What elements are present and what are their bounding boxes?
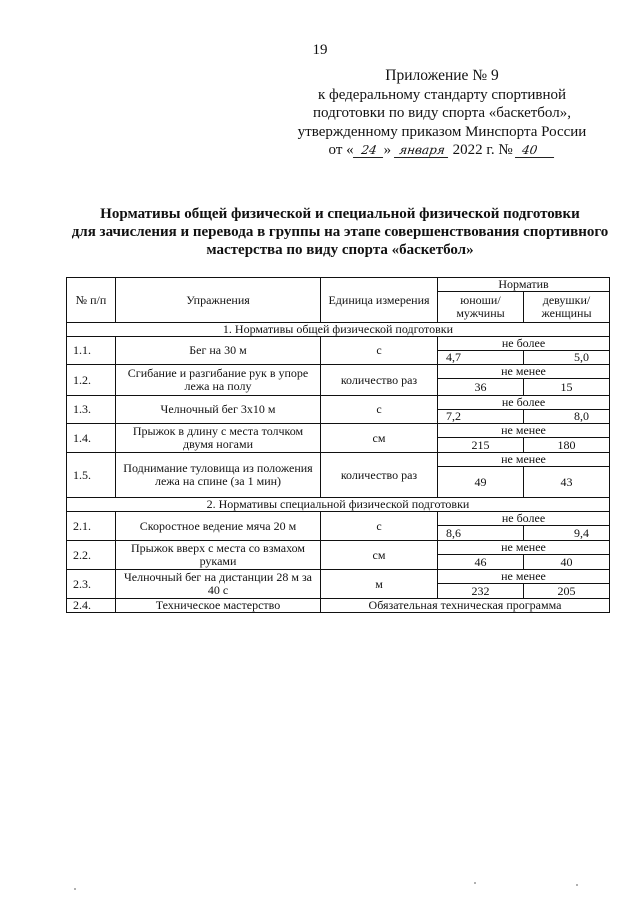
header-number: № п/п bbox=[67, 278, 116, 323]
section-title: 2. Нормативы специальной физической подготовки bbox=[67, 498, 610, 512]
row-number: 1.4. bbox=[67, 424, 116, 453]
table-row bbox=[67, 599, 610, 613]
table-row bbox=[67, 541, 610, 555]
row-condition: не менее bbox=[438, 365, 610, 379]
row-exercise: Прыжок в длину с места толчком двумя ногами bbox=[116, 424, 321, 453]
row-unit: с bbox=[321, 396, 438, 424]
value-girls: 180 bbox=[524, 438, 610, 453]
section-row bbox=[67, 498, 610, 512]
section-row bbox=[67, 323, 610, 337]
row-number: 2.1. bbox=[67, 512, 116, 541]
standards-table bbox=[66, 277, 610, 613]
value-boys: 7,2 bbox=[438, 410, 524, 424]
table-row bbox=[67, 570, 610, 584]
row-number: 1.2. bbox=[67, 365, 116, 396]
table-row bbox=[67, 337, 610, 351]
row-exercise: Прыжок вверх с места со взмахом руками bbox=[116, 541, 321, 570]
title-line: Нормативы общей физической и специальной физической подготовки bbox=[100, 206, 580, 222]
header-boys: юноши/ мужчины bbox=[438, 292, 524, 323]
value-girls: 40 bbox=[524, 555, 610, 570]
value-girls: 205 bbox=[524, 584, 610, 599]
value-boys: 36 bbox=[438, 379, 524, 396]
header-girls: девушки/ женщины bbox=[524, 292, 610, 323]
row-exercise: Техническое мастерство bbox=[116, 599, 321, 613]
row-unit: см bbox=[321, 424, 438, 453]
appendix-title: Приложение № 9 bbox=[385, 67, 499, 84]
value-girls: 43 bbox=[524, 467, 610, 498]
appendix-header bbox=[292, 67, 592, 160]
row-exercise: Сгибание и разгибание рук в упоре лежа на полу bbox=[116, 365, 321, 396]
row-condition: не менее bbox=[438, 424, 610, 438]
row-condition: не менее bbox=[438, 453, 610, 467]
row-condition: не более bbox=[438, 337, 610, 351]
appendix-line: к федеральному стандарту спортивной bbox=[317, 86, 567, 103]
row-unit: м bbox=[321, 570, 438, 599]
section-title: 1. Нормативы общей физической подготовки bbox=[67, 323, 610, 337]
table-row bbox=[67, 512, 610, 526]
value-girls: 8,0 bbox=[524, 410, 610, 424]
value-boys: 8,6 bbox=[438, 526, 524, 541]
value-girls: 15 bbox=[524, 379, 610, 396]
row-unit: с bbox=[321, 512, 438, 541]
value-boys: 49 bbox=[438, 467, 524, 498]
table-row bbox=[67, 424, 610, 438]
row-unit: количество раз bbox=[321, 453, 438, 498]
handwritten-month: января bbox=[394, 143, 450, 158]
row-number: 2.3. bbox=[67, 570, 116, 599]
handwritten-day: 24 bbox=[353, 143, 385, 158]
appendix-line: утвержденному приказом Минспорта России bbox=[297, 123, 587, 140]
row-exercise: Челночный бег на дистанции 28 м за 40 с bbox=[116, 570, 321, 599]
handwritten-order-number: 40 bbox=[515, 143, 556, 158]
row-exercise: Челночный бег 3x10 м bbox=[116, 396, 321, 424]
row-exercise: Бег на 30 м bbox=[116, 337, 321, 365]
order-date-line bbox=[292, 141, 592, 160]
row-exercise: Скоростное ведение мяча 20 м bbox=[116, 512, 321, 541]
value-girls: 5,0 bbox=[524, 351, 610, 365]
row-unit: см bbox=[321, 541, 438, 570]
table-header-row bbox=[67, 278, 610, 292]
row-condition: не менее bbox=[438, 541, 610, 555]
row-number: 2.4. bbox=[67, 599, 116, 613]
document-title bbox=[60, 205, 620, 259]
row-number: 1.1. bbox=[67, 337, 116, 365]
table-row bbox=[67, 453, 610, 467]
page-number: 19 bbox=[312, 42, 328, 58]
header-norm: Норматив bbox=[438, 278, 610, 292]
table-row bbox=[67, 396, 610, 410]
value-girls: 9,4 bbox=[524, 526, 610, 541]
date-mid: » bbox=[383, 142, 392, 158]
row-condition: не менее bbox=[438, 570, 610, 584]
value-boys: 232 bbox=[438, 584, 524, 599]
header-exercise: Упражнения bbox=[116, 278, 321, 323]
row-number: 1.5. bbox=[67, 453, 116, 498]
title-line: для зачисления и перевода в группы на этапе совершенствования спортивного bbox=[71, 224, 609, 240]
row-unit: количество раз bbox=[321, 365, 438, 396]
row-condition: не более bbox=[438, 512, 610, 526]
row-condition: не более bbox=[438, 396, 610, 410]
value-boys: 46 bbox=[438, 555, 524, 570]
value-boys: 215 bbox=[438, 438, 524, 453]
table-row bbox=[67, 365, 610, 379]
title-line: мастерства по виду спорта «баскетбол» bbox=[206, 242, 474, 258]
scan-artifact bbox=[576, 884, 578, 886]
scan-artifact bbox=[74, 888, 76, 890]
date-prefix: от « bbox=[328, 142, 354, 158]
scan-artifact bbox=[474, 882, 476, 884]
year-text: 2022 г. № bbox=[452, 142, 513, 158]
value-boys: 4,7 bbox=[438, 351, 524, 365]
header-unit: Единица измерения bbox=[321, 278, 438, 323]
row-number: 2.2. bbox=[67, 541, 116, 570]
row-unit: с bbox=[321, 337, 438, 365]
row-exercise: Поднимание туловища из положения лежа на спине (за 1 мин) bbox=[116, 453, 321, 498]
row-number: 1.3. bbox=[67, 396, 116, 424]
appendix-line: подготовки по виду спорта «баскетбол», bbox=[313, 105, 571, 121]
row-unit: Обязательная техническая программа bbox=[321, 599, 610, 613]
